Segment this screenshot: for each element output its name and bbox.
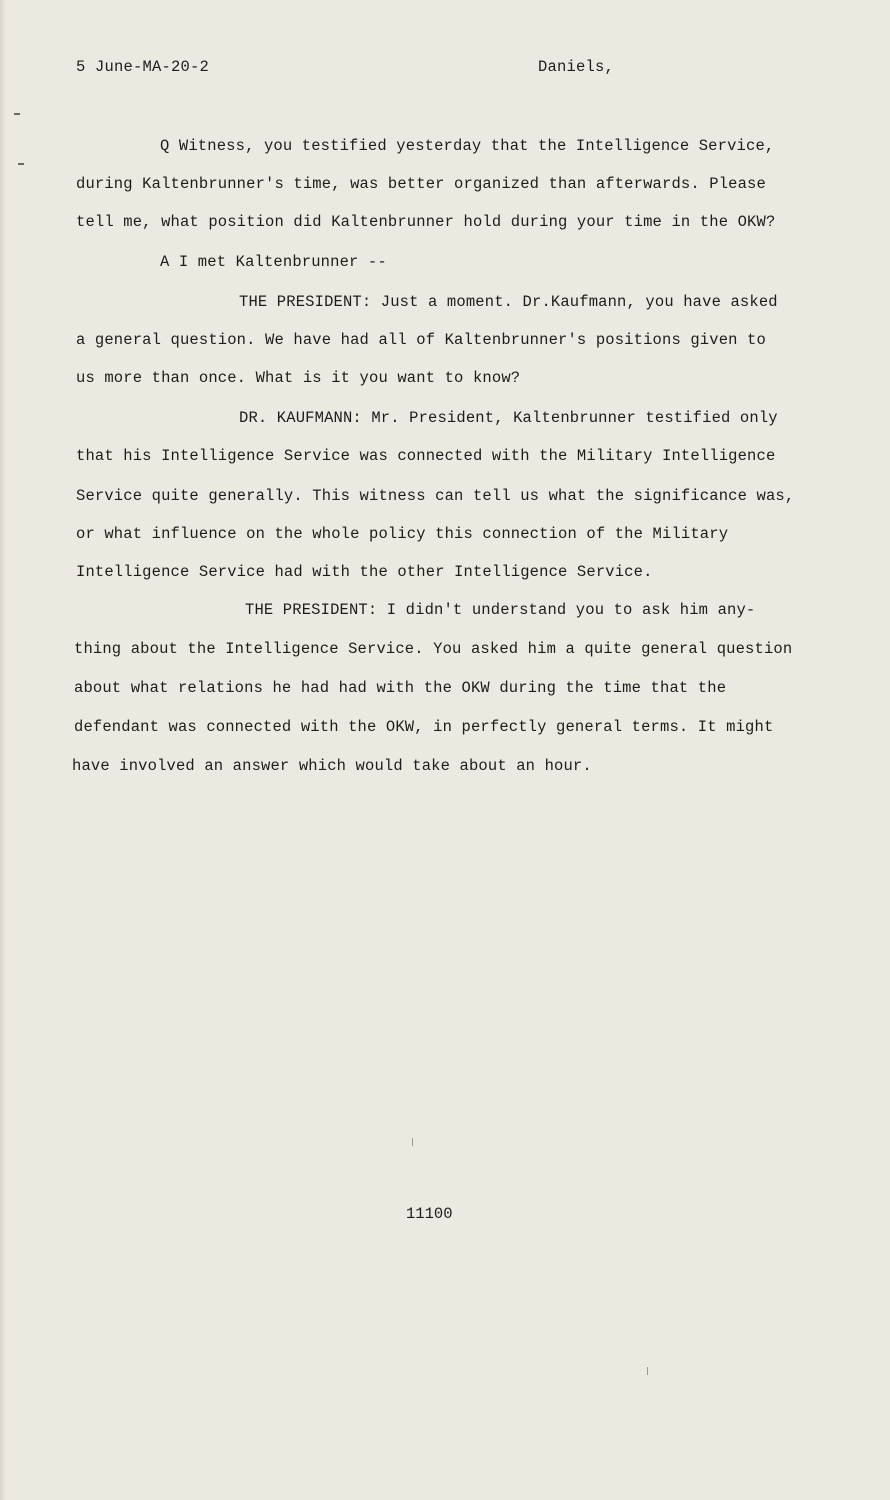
transcript-line: thing about the Intelligence Service. You asked him a quite general question: [74, 640, 793, 658]
page-number: 11100: [406, 1205, 453, 1223]
transcript-line: a general question. We have had all of Kaltenbrunner's positions given to: [76, 331, 766, 349]
transcript-line: or what influence on the whole policy this connection of the Military: [76, 525, 729, 543]
transcript-line: defendant was connected with the OKW, in perfectly general terms. It might: [74, 718, 774, 736]
paper-speck: [647, 1367, 648, 1375]
margin-mark: [18, 163, 24, 165]
transcript-line: DR. KAUFMANN: Mr. President, Kaltenbrunner testified only: [239, 409, 778, 427]
transcript-line: during Kaltenbrunner's time, was better organized than afterwards. Please: [76, 175, 766, 193]
transcript-line: about what relations he had had with the OKW during the time that the: [74, 679, 727, 697]
transcript-line: Service quite generally. This witness can tell us what the significance was,: [76, 487, 795, 505]
paper-speck: [412, 1138, 413, 1146]
margin-mark: [14, 113, 20, 115]
transcript-line: Intelligence Service had with the other Intelligence Service.: [76, 563, 653, 581]
page-edge-shading: [0, 0, 6, 1500]
transcript-line: Q Witness, you testified yesterday that the Intelligence Service,: [160, 137, 775, 155]
transcript-line: THE PRESIDENT: Just a moment. Dr.Kaufmann, you have asked: [239, 293, 778, 311]
transcript-line: have involved an answer which would take about an hour.: [72, 757, 592, 775]
transcript-line: tell me, what position did Kaltenbrunner hold during your time in the OKW?: [76, 213, 776, 231]
page-reference: 5 June-MA-20-2: [76, 58, 210, 76]
transcript-line: A I met Kaltenbrunner --: [160, 253, 387, 271]
transcript-line: that his Intelligence Service was connected with the Military Intelligence: [76, 447, 776, 465]
reporter-name: Daniels,: [538, 58, 615, 76]
transcript-line: us more than once. What is it you want to know?: [76, 369, 521, 387]
transcript-line: THE PRESIDENT: I didn't understand you to ask him any-: [245, 601, 756, 619]
